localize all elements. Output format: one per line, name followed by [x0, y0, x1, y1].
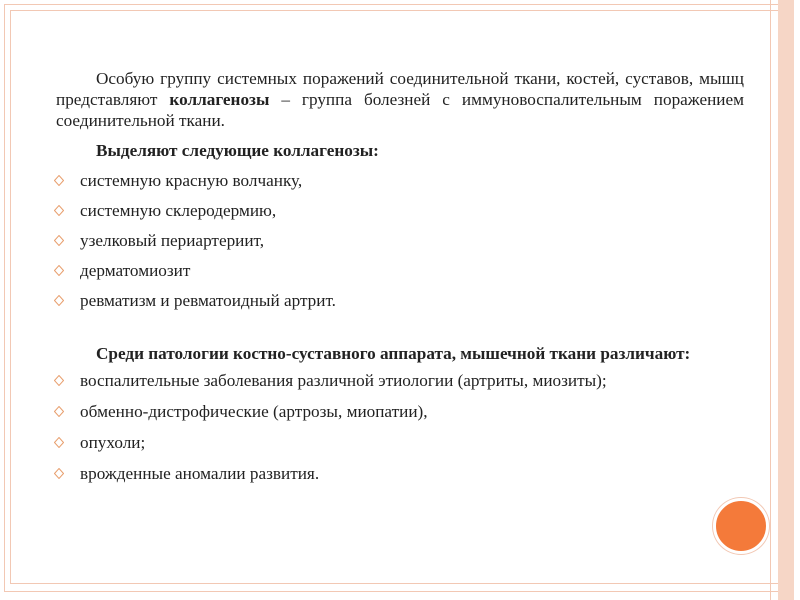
list-item-text: обменно-дистрофические (артрозы, миопатии), — [80, 402, 428, 421]
list-item — [56, 290, 744, 311]
list-item-text: системную склеродермию, — [80, 201, 277, 220]
intro-paragraph — [56, 68, 744, 131]
list-item-text: системную красную волчанку, — [80, 171, 303, 190]
list-item-text: воспалительные заболевания различной этиологии (артриты, миозиты); — [80, 371, 607, 390]
list-item — [56, 170, 744, 191]
list-item — [56, 200, 744, 221]
list-item — [56, 370, 744, 391]
accent-circle — [713, 498, 769, 554]
intro-text-before: Особую группу системных поражений соединительной ткани, костей, суставов, мышц представляют — [56, 69, 744, 109]
collagenoses-list — [56, 170, 744, 311]
hollow-diamond-bullet-icon — [54, 290, 68, 311]
hollow-diamond-bullet-icon — [54, 200, 68, 221]
list-item-text: узелковый периартериит, — [80, 231, 265, 250]
hollow-diamond-bullet-icon — [54, 230, 68, 251]
pathology-heading: Среди патологии костно-суставного аппарата, мышечной ткани различают: — [96, 344, 691, 363]
frame-side-line — [770, 0, 771, 600]
list-item-text: опухоли; — [80, 433, 146, 452]
list-item-text: ревматизм и ревматоидный артрит. — [80, 291, 336, 310]
list-item — [56, 230, 744, 251]
hollow-diamond-bullet-icon — [54, 432, 68, 453]
hollow-diamond-bullet-icon — [54, 370, 68, 391]
slide-content — [56, 68, 744, 494]
intro-text-after: – группа болезней с иммуновоспалительным поражением соединительной ткани. — [56, 90, 744, 130]
hollow-diamond-bullet-icon — [54, 401, 68, 422]
intro-bold-term: коллагенозы — [169, 90, 270, 109]
list-item-text: врожденные аномалии развития. — [80, 464, 320, 483]
hollow-diamond-bullet-icon — [54, 463, 68, 484]
spacer — [56, 320, 744, 343]
frame-side-bar — [778, 0, 794, 600]
list-item — [56, 401, 744, 422]
pathology-list — [56, 370, 744, 484]
hollow-diamond-bullet-icon — [54, 170, 68, 191]
hollow-diamond-bullet-icon — [54, 260, 68, 281]
list-item — [56, 260, 744, 281]
list-item — [56, 463, 744, 484]
list-item-text: дерматомиозит — [80, 261, 191, 280]
list-item — [56, 432, 744, 453]
collagenoses-heading: Выделяют следующие коллагенозы: — [96, 141, 379, 160]
